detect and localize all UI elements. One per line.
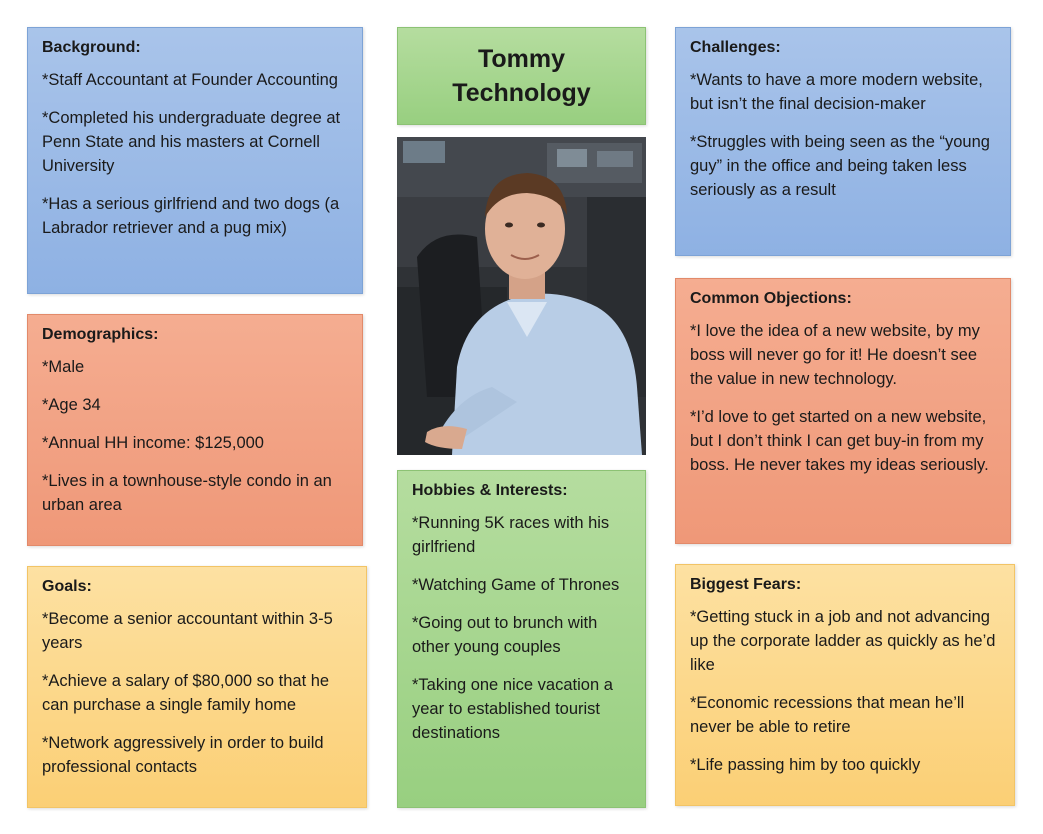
demographics-item: *Age 34 <box>42 396 101 414</box>
persona-photo <box>397 137 646 455</box>
persona-name: Tommy Technology <box>452 45 591 107</box>
demographics-card <box>27 314 363 546</box>
demographics-title: Demographics: <box>42 326 159 343</box>
hobbies-item: *Taking one nice vacation a year to established tourist destinations <box>412 676 613 742</box>
background-title: Background: <box>42 39 141 56</box>
hobbies-item: *Running 5K races with his girlfriend <box>412 514 610 556</box>
demographics-item: *Lives in a townhouse-style condo in an urban area <box>42 472 332 514</box>
persona-name-card <box>397 27 646 125</box>
hobbies-item: *Going out to brunch with other young couples <box>412 614 598 656</box>
challenges-card <box>675 27 1011 256</box>
goals-item: *Become a senior accountant within 3-5 years <box>42 610 333 652</box>
fears-title: Biggest Fears: <box>690 576 802 593</box>
hobbies-item: *Watching Game of Thrones <box>412 576 620 594</box>
goals-card <box>27 566 367 808</box>
objections-title: Common Objections: <box>690 290 852 307</box>
goals-item: *Achieve a salary of $80,000 so that he can purchase a single family home <box>42 672 330 714</box>
goals-item: *Network aggressively in order to build professional contacts <box>42 734 324 776</box>
fears-item: *Life passing him by too quickly <box>690 756 921 774</box>
fears-item: *Getting stuck in a job and not advancing up the corporate ladder as quickly as he’d like <box>690 608 996 674</box>
background-item: *Has a serious girlfriend and two dogs (a Labrador retriever and a pug mix) <box>42 195 340 237</box>
fears-item: *Economic recessions that mean he’ll never be able to retire <box>690 694 965 736</box>
background-item: *Staff Accountant at Founder Accounting <box>42 71 338 89</box>
challenges-title: Challenges: <box>690 39 781 56</box>
hobbies-card <box>397 470 646 808</box>
hobbies-title: Hobbies & Interests: <box>412 482 568 499</box>
objections-item: *I’d love to get started on a new website, but I don’t think I can get buy-in from my boss. He never takes my ideas seriously. <box>690 408 989 474</box>
fears-card <box>675 564 1015 806</box>
demographics-item: *Male <box>42 358 85 376</box>
background-card <box>27 27 363 294</box>
challenges-item: *Struggles with being seen as the “young guy” in the office and being taken less seriously as a result <box>690 133 990 199</box>
objections-item: *I love the idea of a new website, by my boss will never go for it! He doesn’t see the value in new technology. <box>690 322 980 388</box>
goals-title: Goals: <box>42 578 92 595</box>
demographics-item: *Annual HH income: $125,000 <box>42 434 264 452</box>
challenges-item: *Wants to have a more modern website, but isn’t the final decision-maker <box>690 71 983 113</box>
objections-card <box>675 278 1011 544</box>
background-item: *Completed his undergraduate degree at Penn State and his masters at Cornell University <box>42 109 341 175</box>
